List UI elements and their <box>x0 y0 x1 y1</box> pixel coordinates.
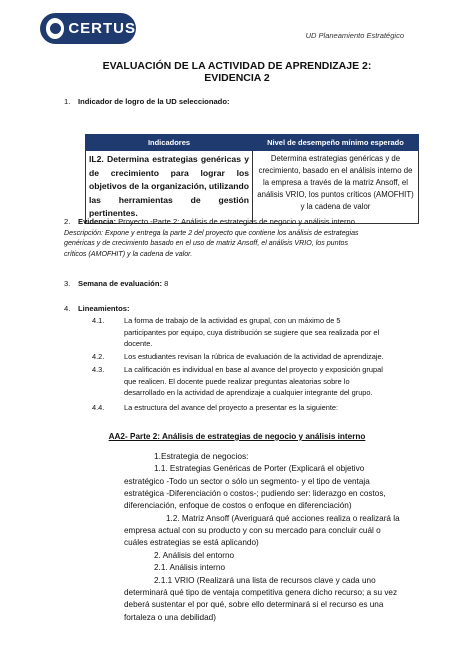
guideline-item <box>124 402 464 414</box>
aa2-line: 2. Análisis del entorno <box>154 551 235 560</box>
aa2-line: cuáles estrategias se está aplicando) <box>124 538 259 547</box>
guideline-number: 4.1. <box>92 316 105 325</box>
aa2-line: estratégico -Todo un sector o sólo un segmento- y el tipo de ventaja <box>124 477 370 486</box>
header-course-name: UD Planeamiento Estratégico <box>305 31 404 40</box>
aa2-line: diferenciación, enfoque de costos o enfoque en diferenciación) <box>124 501 352 510</box>
certus-logo <box>40 13 136 44</box>
aa2-line: 2.1. Análisis interno <box>154 563 226 572</box>
document-title: EVALUACIÓN DE LA ACTIVIDAD DE APRENDIZAJE 2: <box>102 60 372 72</box>
evidence-description <box>64 228 464 259</box>
guideline-number: 4.2. <box>92 352 105 361</box>
guideline-line: que realicen. El docente puede realizar preguntas aleatorias sobre lo <box>124 376 350 386</box>
aa2-line: 2.1.1 VRIO (Realizará una lista de recursos clave y cada uno <box>154 576 376 585</box>
guideline-line: docente. <box>124 339 153 349</box>
aa2-line: estratégica -Diferenciación o costos-; pudiendo ser: liderazgo en costos, <box>124 489 386 498</box>
logo-text: CERTUS <box>68 20 136 37</box>
guideline-number: 4.4. <box>92 403 105 412</box>
guideline-number: 4.3. <box>92 365 105 374</box>
section-3-number: 3. <box>64 279 71 288</box>
section-3-line <box>78 279 168 288</box>
guideline-line: Los estudiantes revisan la rúbrica de evaluación de la actividad de aprendizaje. <box>124 352 384 361</box>
logo-ring-icon <box>46 18 64 39</box>
section-1-number: 1. <box>64 97 71 106</box>
table-header-indicadores: Indicadores <box>86 135 253 151</box>
table-header-nivel: Nivel de desempeño mínimo esperado <box>253 135 419 151</box>
section-4-number: 4. <box>64 304 71 313</box>
document-subtitle: EVIDENCIA 2 <box>204 72 270 84</box>
week-label: Semana de evaluación: <box>78 279 162 288</box>
guideline-line: La forma de trabajo de la actividad es grupal, con un máximo de 5 <box>124 316 341 325</box>
guideline-line: desarrollado en la actividad de aprendizaje a cualquier integrante del grupo. <box>124 388 373 398</box>
aa2-line: deberá sustentar el por qué, sobre ello determinará si el recurso es una <box>124 600 384 609</box>
aa2-line: fortaleza o una debilidad) <box>124 613 216 622</box>
guideline-line: La estructura del avance del proyecto a presentar es la siguiente: <box>124 403 339 412</box>
guideline-item <box>124 364 464 399</box>
section-1-heading: Indicador de logro de la UD seleccionado: <box>78 97 230 106</box>
guideline-line: participantes por equipo, cuya distribución se sugiere que sea realizada por el <box>124 327 380 337</box>
aa2-line: 1.Estrategia de negocios: <box>154 451 249 461</box>
week-value: 8 <box>164 279 169 288</box>
section-2-number: 2. <box>64 217 71 226</box>
guideline-line: La calificación es individual en base al avance del proyecto y exposición grupal <box>124 365 383 374</box>
aa2-line: determinará qué tipo de ventaja competitiva genera dicho recurso; a su vez <box>124 588 398 597</box>
description-line: Descripción: Expone y entrega la parte 2 del proyecto que contiene los análisis de estrategias <box>64 229 359 237</box>
indicator-cell: IL2. Determina estrategias genéricas y de crecimiento para lograr los objetivos de la organización, utilizando las herramientas de gestión pertinentes. <box>86 151 253 224</box>
guideline-item <box>124 315 454 350</box>
indicator-table <box>85 134 419 224</box>
section-2-line <box>78 217 355 226</box>
aa2-line: 1.2. Matriz Ansoff (Averiguará qué acciones realiza o realizará la <box>166 514 400 523</box>
performance-cell: Determina estrategias genéricas y de crecimiento, basado en el análisis interno de la empresa a través de la matriz Ansoff, el análisis VRIO, los puntos críticos (AMOFHIT) y la cadena de valor <box>253 151 419 224</box>
description-line: genéricas y de crecimiento basado en el uso de matriz Ansoff, el análisis VRIO, los puntos <box>64 239 349 248</box>
section-4-heading: Lineamientos: <box>78 304 130 313</box>
aa2-line: 1.1. Estrategias Genéricas de Porter (Explicará el objetivo <box>154 464 365 473</box>
description-line: críticos (AMOFHIT) y la cadena de valor. <box>64 249 193 258</box>
evidence-value: Proyecto -Parte 2: Análisis de estrategias de negocio y análisis interno <box>118 217 355 226</box>
aa2-line: empresa actual con su producto y con su mercado para concluir cuál o <box>124 526 381 535</box>
evidence-label: Evidencia: <box>78 217 116 226</box>
guideline-item <box>124 351 464 363</box>
aa2-heading: AA2- Parte 2: Análisis de estrategias de negocio y análisis interno <box>108 432 366 441</box>
